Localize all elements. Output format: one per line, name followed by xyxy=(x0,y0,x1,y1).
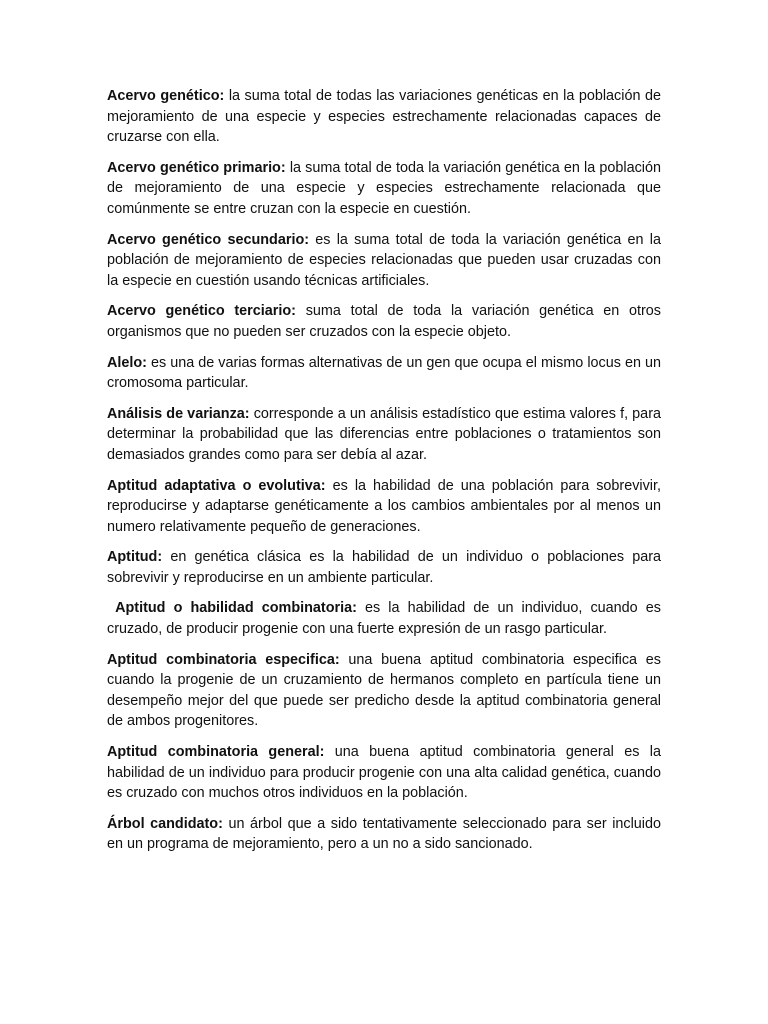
glossary-definition: un árbol que a sido tentativamente seleccionado para ser incluido en un programa de mejoramiento, pero a un no a sido sancionado. xyxy=(107,815,662,853)
glossary-entry-aptitud-combinatoria-general xyxy=(107,742,661,804)
glossary-entry-acervo-genetico-secundario xyxy=(107,230,661,292)
glossary-entry-arbol-candidato xyxy=(107,814,661,855)
glossary-definition: la suma total de todas las variaciones genéticas en la población de mejoramiento de una especie y especies estrechamente relacionadas capaces de cruzarse con ella. xyxy=(107,88,661,146)
glossary-term: Acervo genético primario: xyxy=(107,159,286,176)
glossary-definition: en genética clásica es la habilidad de un individuo o poblaciones para sobrevivir y reproducirse en un ambiente particular. xyxy=(107,549,661,586)
glossary-term: Aptitud: xyxy=(107,549,163,566)
glossary-entry-acervo-genetico xyxy=(107,86,661,148)
glossary-term: Acervo genético terciario: xyxy=(107,303,296,320)
glossary-definition: una buena aptitud combinatoria especifica es cuando la progenie de un cruzamiento de hermanos completo en partícula tiene un desempeño mejor del que puede ser predicho desde la aptitud combinatoria general de ambos progenitores. xyxy=(107,651,662,730)
glossary-definition: una buena aptitud combinatoria general es la habilidad de un individuo para producir progenie con una alta calidad genética, cuando es cruzado con muchos otros individuos en la población. xyxy=(107,744,662,802)
glossary-entry-acervo-genetico-terciario xyxy=(107,301,661,342)
glossary-term: Aptitud adaptativa o evolutiva: xyxy=(107,477,326,494)
glossary-term: Aptitud o habilidad combinatoria: xyxy=(115,600,357,617)
glossary-entry-aptitud-o-habilidad-combinatoria xyxy=(107,598,661,639)
glossary-term: Alelo: xyxy=(107,354,147,371)
glossary-term: Análisis de varianza: xyxy=(107,405,250,422)
glossary-term: Acervo genético: xyxy=(107,88,225,104)
glossary-definition: corresponde a un análisis estadístico que estima valores f, para determinar la probabilidad que las diferencias entre poblaciones o tratamientos son demasiados grandes como para ser debía al azar. xyxy=(107,405,661,463)
glossary-entry-aptitud-combinatoria-especifica xyxy=(107,650,661,732)
glossary-entry-aptitud xyxy=(107,547,661,588)
glossary-definition: es una de varias formas alternativas de un gen que ocupa el mismo locus en un cromosoma particular. xyxy=(107,354,661,392)
glossary-definition: la suma total de toda la variación genética en la población de mejoramiento de una especie y especies estrechamente relacionada que comúnmente se entre cruzan con la especie en cuestión. xyxy=(107,159,661,217)
glossary-entry-analisis-de-varianza xyxy=(107,404,661,466)
glossary-definition: es la suma total de toda la variación genética en la población de mejoramiento de especies relacionadas que pueden usar cruzadas con la especie en cuestión usando técnicas artificiales. xyxy=(107,231,661,289)
glossary-term: Árbol candidato: xyxy=(107,815,223,832)
glossary-definition: es la habilidad de una población para sobrevivir, reproducirse y adaptarse genéticamente a los cambios ambientales por al menos un numero relativamente pequeño de generaciones. xyxy=(107,477,661,535)
glossary-definition: es la habilidad de un individuo, cuando es cruzado, de producir progenie con una fuerte expresión de un rasgo particular. xyxy=(107,600,661,638)
glossary-term: Aptitud combinatoria especifica: xyxy=(107,651,340,668)
glossary-definition: suma total de toda la variación genética en otros organismos que no pueden ser cruzados con la especie objeto. xyxy=(107,303,662,340)
glossary-entry-alelo xyxy=(107,353,661,394)
glossary-term: Aptitud combinatoria general: xyxy=(107,744,325,761)
glossary-entry-aptitud-adaptativa xyxy=(107,476,661,538)
glossary-entry-acervo-genetico-primario xyxy=(107,158,661,220)
glossary-term: Acervo genético secundario: xyxy=(107,231,310,248)
document-page xyxy=(107,86,661,865)
